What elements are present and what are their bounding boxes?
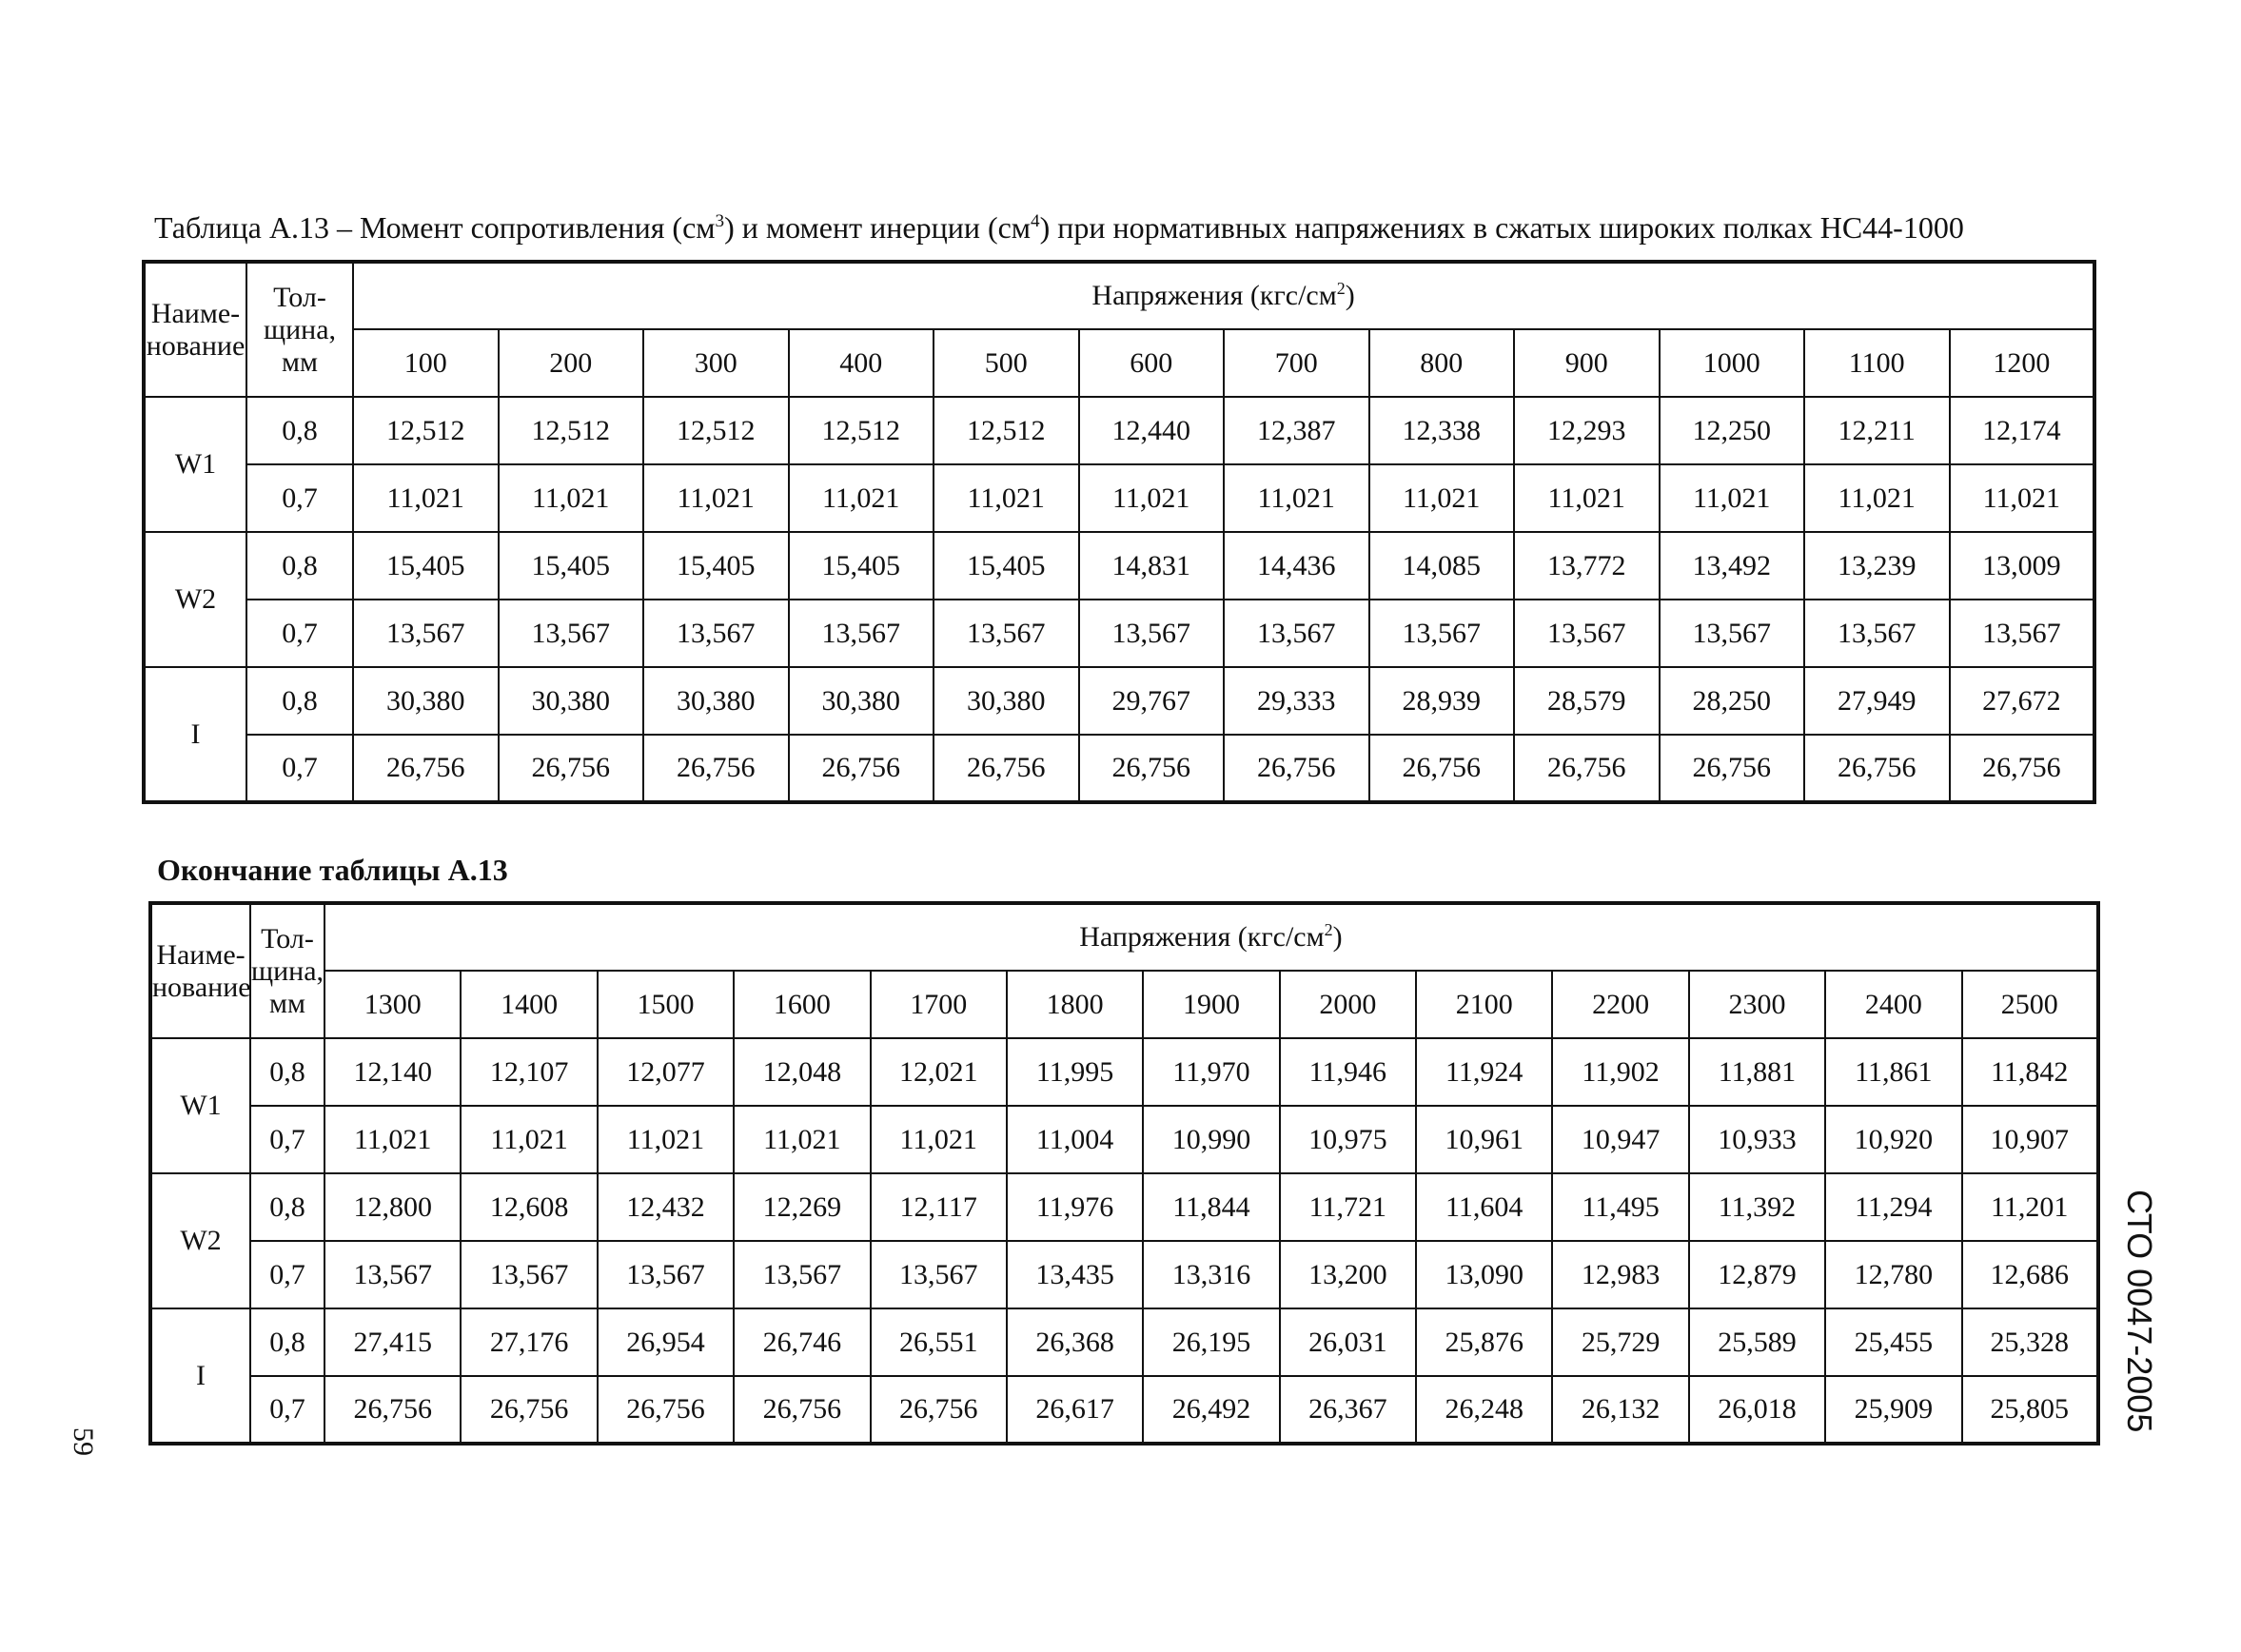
value-cell: 26,248 xyxy=(1416,1376,1552,1444)
row-thickness: 0,7 xyxy=(246,735,353,802)
value-cell: 11,881 xyxy=(1689,1038,1825,1106)
value-cell: 15,405 xyxy=(934,532,1079,600)
value-cell: 11,201 xyxy=(1962,1173,2098,1241)
column-header: 2500 xyxy=(1962,971,2098,1038)
column-header: 600 xyxy=(1079,329,1225,397)
value-cell: 12,117 xyxy=(871,1173,1007,1241)
value-cell: 25,909 xyxy=(1825,1376,1961,1444)
value-cell: 11,021 xyxy=(789,464,934,532)
column-header: 200 xyxy=(499,329,644,397)
value-cell: 15,405 xyxy=(353,532,499,600)
value-cell: 26,756 xyxy=(1514,735,1660,802)
value-cell: 26,756 xyxy=(324,1376,461,1444)
value-cell: 10,961 xyxy=(1416,1106,1552,1173)
value-cell: 26,756 xyxy=(1950,735,2095,802)
column-header: 1700 xyxy=(871,971,1007,1038)
value-cell: 13,567 xyxy=(643,600,789,667)
value-cell: 30,380 xyxy=(353,667,499,735)
row-thickness: 0,8 xyxy=(250,1173,324,1241)
column-header: 400 xyxy=(789,329,934,397)
column-header: 1000 xyxy=(1660,329,1805,397)
value-cell: 12,107 xyxy=(461,1038,597,1106)
table-row xyxy=(150,1173,2098,1241)
value-cell: 13,567 xyxy=(1660,600,1805,667)
value-cell: 25,455 xyxy=(1825,1308,1961,1376)
value-cell: 10,920 xyxy=(1825,1106,1961,1173)
caption-part-2: ) и момент инерции (см xyxy=(724,210,1032,245)
value-cell: 10,947 xyxy=(1552,1106,1688,1173)
value-cell: 12,077 xyxy=(598,1038,734,1106)
value-cell: 10,907 xyxy=(1962,1106,2098,1173)
value-cell: 13,239 xyxy=(1804,532,1950,600)
value-cell: 13,009 xyxy=(1950,532,2095,600)
header-stress-sup: 2 xyxy=(1336,279,1346,298)
value-cell: 25,729 xyxy=(1552,1308,1688,1376)
column-header: 1800 xyxy=(1007,971,1143,1038)
value-cell: 13,567 xyxy=(1804,600,1950,667)
header-name: Наиме-нование xyxy=(144,262,246,397)
value-cell: 11,021 xyxy=(1224,464,1369,532)
value-cell: 13,567 xyxy=(1369,600,1515,667)
value-cell: 26,195 xyxy=(1143,1308,1279,1376)
table-row xyxy=(150,1308,2098,1376)
value-cell: 26,756 xyxy=(499,735,644,802)
row-thickness: 0,8 xyxy=(246,397,353,464)
header-name: Наиме-нование xyxy=(150,903,250,1038)
row-group-name: W2 xyxy=(144,532,246,667)
value-cell: 14,831 xyxy=(1079,532,1225,600)
value-cell: 11,995 xyxy=(1007,1038,1143,1106)
value-cell: 25,328 xyxy=(1962,1308,2098,1376)
value-cell: 12,140 xyxy=(324,1038,461,1106)
value-cell: 11,021 xyxy=(1079,464,1225,532)
table-continuation-title: Окончание таблицы А.13 xyxy=(157,853,508,887)
value-cell: 12,686 xyxy=(1962,1241,2098,1308)
column-header: 1900 xyxy=(1143,971,1279,1038)
value-cell: 26,492 xyxy=(1143,1376,1279,1444)
value-cell: 13,316 xyxy=(1143,1241,1279,1308)
value-cell: 11,842 xyxy=(1962,1038,2098,1106)
table-row xyxy=(144,397,2094,464)
row-thickness: 0,8 xyxy=(250,1038,324,1106)
value-cell: 12,432 xyxy=(598,1173,734,1241)
value-cell: 11,946 xyxy=(1280,1038,1416,1106)
value-cell: 25,805 xyxy=(1962,1376,2098,1444)
value-cell: 30,380 xyxy=(934,667,1079,735)
column-header: 2100 xyxy=(1416,971,1552,1038)
table-caption xyxy=(154,205,2105,250)
value-cell: 26,756 xyxy=(1369,735,1515,802)
value-cell: 13,567 xyxy=(789,600,934,667)
value-cell: 26,756 xyxy=(871,1376,1007,1444)
stress-table-2 xyxy=(148,901,2100,1446)
column-header: 900 xyxy=(1514,329,1660,397)
header-thickness: Тол-щина, мм xyxy=(246,262,353,397)
column-header: 1200 xyxy=(1950,329,2095,397)
value-cell: 13,567 xyxy=(353,600,499,667)
value-cell: 28,250 xyxy=(1660,667,1805,735)
value-cell: 12,780 xyxy=(1825,1241,1961,1308)
value-cell: 12,512 xyxy=(499,397,644,464)
value-cell: 10,933 xyxy=(1689,1106,1825,1173)
value-cell: 13,772 xyxy=(1514,532,1660,600)
value-cell: 14,085 xyxy=(1369,532,1515,600)
value-cell: 11,021 xyxy=(1369,464,1515,532)
caption-part-3: ) при нормативных напряжениях в сжатых широких полках НС44-1000 xyxy=(1039,210,1964,245)
value-cell: 27,415 xyxy=(324,1308,461,1376)
value-cell: 12,512 xyxy=(789,397,934,464)
row-group-name: I xyxy=(144,667,246,802)
value-cell: 26,756 xyxy=(643,735,789,802)
value-cell: 14,436 xyxy=(1224,532,1369,600)
value-cell: 11,721 xyxy=(1280,1173,1416,1241)
column-header: 300 xyxy=(643,329,789,397)
row-group-name: I xyxy=(150,1308,250,1444)
value-cell: 11,021 xyxy=(1514,464,1660,532)
row-thickness: 0,8 xyxy=(246,667,353,735)
value-cell: 25,589 xyxy=(1689,1308,1825,1376)
value-cell: 11,004 xyxy=(1007,1106,1143,1173)
value-cell: 30,380 xyxy=(643,667,789,735)
page-number: 59 xyxy=(68,1427,99,1456)
value-cell: 11,021 xyxy=(734,1106,870,1173)
value-cell: 11,924 xyxy=(1416,1038,1552,1106)
value-cell: 12,512 xyxy=(643,397,789,464)
row-thickness: 0,7 xyxy=(246,464,353,532)
column-header: 2200 xyxy=(1552,971,1688,1038)
value-cell: 13,567 xyxy=(1079,600,1225,667)
row-thickness: 0,7 xyxy=(250,1376,324,1444)
column-header: 800 xyxy=(1369,329,1515,397)
value-cell: 13,567 xyxy=(1224,600,1369,667)
value-cell: 12,048 xyxy=(734,1038,870,1106)
header-row xyxy=(150,903,2098,971)
row-thickness: 0,7 xyxy=(250,1106,324,1173)
value-cell: 10,975 xyxy=(1280,1106,1416,1173)
value-cell: 12,879 xyxy=(1689,1241,1825,1308)
value-cell: 26,756 xyxy=(598,1376,734,1444)
value-cell: 13,567 xyxy=(934,600,1079,667)
value-cell: 11,604 xyxy=(1416,1173,1552,1241)
value-cell: 26,368 xyxy=(1007,1308,1143,1376)
header-thickness: Тол-щина, мм xyxy=(250,903,324,1038)
header-stress-text: Напряжения (кгс/см xyxy=(1079,921,1325,953)
value-cell: 26,031 xyxy=(1280,1308,1416,1376)
value-cell: 12,293 xyxy=(1514,397,1660,464)
value-cell: 11,021 xyxy=(1804,464,1950,532)
column-header: 2400 xyxy=(1825,971,1961,1038)
column-header: 1600 xyxy=(734,971,870,1038)
value-cell: 26,756 xyxy=(1079,735,1225,802)
value-cell: 15,405 xyxy=(789,532,934,600)
value-cell: 11,021 xyxy=(871,1106,1007,1173)
column-header: 500 xyxy=(934,329,1079,397)
value-cell: 12,512 xyxy=(353,397,499,464)
value-cell: 26,756 xyxy=(461,1376,597,1444)
value-cell: 12,800 xyxy=(324,1173,461,1241)
header-stress xyxy=(324,903,2098,971)
value-cell: 11,902 xyxy=(1552,1038,1688,1106)
value-cell: 26,617 xyxy=(1007,1376,1143,1444)
value-cell: 13,567 xyxy=(598,1241,734,1308)
value-cell: 26,551 xyxy=(871,1308,1007,1376)
value-cell: 26,018 xyxy=(1689,1376,1825,1444)
caption-sup-1: 3 xyxy=(715,211,725,232)
value-cell: 26,756 xyxy=(1804,735,1950,802)
row-thickness: 0,7 xyxy=(246,600,353,667)
value-cell: 13,435 xyxy=(1007,1241,1143,1308)
value-cell: 30,380 xyxy=(789,667,934,735)
value-cell: 11,294 xyxy=(1825,1173,1961,1241)
value-cell: 28,579 xyxy=(1514,667,1660,735)
caption-sup-2: 4 xyxy=(1031,211,1040,232)
value-cell: 13,567 xyxy=(734,1241,870,1308)
value-cell: 12,512 xyxy=(934,397,1079,464)
value-cell: 15,405 xyxy=(643,532,789,600)
value-cell: 11,495 xyxy=(1552,1173,1688,1241)
value-cell: 12,250 xyxy=(1660,397,1805,464)
column-header: 1100 xyxy=(1804,329,1950,397)
value-cell: 26,756 xyxy=(934,735,1079,802)
column-header: 2300 xyxy=(1689,971,1825,1038)
value-cell: 13,200 xyxy=(1280,1241,1416,1308)
value-cell: 27,949 xyxy=(1804,667,1950,735)
column-header: 2000 xyxy=(1280,971,1416,1038)
value-cell: 11,021 xyxy=(324,1106,461,1173)
header-stress-sup: 2 xyxy=(1324,920,1333,939)
value-cell: 27,672 xyxy=(1950,667,2095,735)
row-group-name: W1 xyxy=(144,397,246,532)
value-cell: 13,567 xyxy=(1950,600,2095,667)
value-cell: 26,756 xyxy=(1224,735,1369,802)
column-header: 100 xyxy=(353,329,499,397)
value-cell: 11,021 xyxy=(461,1106,597,1173)
value-cell: 12,269 xyxy=(734,1173,870,1241)
column-header: 1300 xyxy=(324,971,461,1038)
value-cell: 12,021 xyxy=(871,1038,1007,1106)
value-cell: 13,567 xyxy=(461,1241,597,1308)
value-cell: 30,380 xyxy=(499,667,644,735)
value-cell: 26,367 xyxy=(1280,1376,1416,1444)
row-group-name: W2 xyxy=(150,1173,250,1308)
value-cell: 11,021 xyxy=(499,464,644,532)
value-cell: 26,746 xyxy=(734,1308,870,1376)
table-row xyxy=(150,1038,2098,1106)
value-cell: 26,756 xyxy=(789,735,934,802)
document-code: СТО 0047-2005 xyxy=(2120,1190,2159,1433)
value-cell: 12,174 xyxy=(1950,397,2095,464)
table-row xyxy=(150,1106,2098,1173)
value-cell: 26,132 xyxy=(1552,1376,1688,1444)
header-columns-row xyxy=(144,329,2094,397)
column-header: 700 xyxy=(1224,329,1369,397)
table-row xyxy=(150,1241,2098,1308)
value-cell: 11,970 xyxy=(1143,1038,1279,1106)
value-cell: 12,387 xyxy=(1224,397,1369,464)
value-cell: 26,756 xyxy=(1660,735,1805,802)
header-row xyxy=(144,262,2094,329)
header-stress-close: ) xyxy=(1345,280,1355,311)
value-cell: 11,861 xyxy=(1825,1038,1961,1106)
header-stress xyxy=(353,262,2094,329)
value-cell: 12,338 xyxy=(1369,397,1515,464)
column-header: 1500 xyxy=(598,971,734,1038)
table-row xyxy=(144,464,2094,532)
value-cell: 27,176 xyxy=(461,1308,597,1376)
header-stress-close: ) xyxy=(1332,921,1343,953)
value-cell: 11,976 xyxy=(1007,1173,1143,1241)
value-cell: 28,939 xyxy=(1369,667,1515,735)
value-cell: 12,211 xyxy=(1804,397,1950,464)
value-cell: 15,405 xyxy=(499,532,644,600)
value-cell: 13,567 xyxy=(499,600,644,667)
table-row xyxy=(144,735,2094,802)
stress-table-1 xyxy=(142,260,2096,804)
column-header: 1400 xyxy=(461,971,597,1038)
value-cell: 13,567 xyxy=(1514,600,1660,667)
value-cell: 12,440 xyxy=(1079,397,1225,464)
value-cell: 10,990 xyxy=(1143,1106,1279,1173)
value-cell: 11,021 xyxy=(643,464,789,532)
header-stress-text: Напряжения (кгс/см xyxy=(1091,280,1337,311)
table-row xyxy=(144,667,2094,735)
value-cell: 12,608 xyxy=(461,1173,597,1241)
value-cell: 29,767 xyxy=(1079,667,1225,735)
row-thickness: 0,8 xyxy=(250,1308,324,1376)
value-cell: 11,021 xyxy=(1950,464,2095,532)
value-cell: 29,333 xyxy=(1224,667,1369,735)
value-cell: 26,756 xyxy=(734,1376,870,1444)
row-group-name: W1 xyxy=(150,1038,250,1173)
value-cell: 13,492 xyxy=(1660,532,1805,600)
value-cell: 11,844 xyxy=(1143,1173,1279,1241)
table-row xyxy=(150,1376,2098,1444)
value-cell: 26,954 xyxy=(598,1308,734,1376)
caption-part-1: Таблица А.13 – Момент сопротивления (см xyxy=(154,210,716,245)
value-cell: 11,021 xyxy=(598,1106,734,1173)
value-cell: 12,983 xyxy=(1552,1241,1688,1308)
value-cell: 26,756 xyxy=(353,735,499,802)
value-cell: 13,567 xyxy=(871,1241,1007,1308)
row-thickness: 0,8 xyxy=(246,532,353,600)
table-row xyxy=(144,532,2094,600)
value-cell: 25,876 xyxy=(1416,1308,1552,1376)
table-row xyxy=(144,600,2094,667)
value-cell: 11,392 xyxy=(1689,1173,1825,1241)
row-thickness: 0,7 xyxy=(250,1241,324,1308)
value-cell: 11,021 xyxy=(1660,464,1805,532)
value-cell: 11,021 xyxy=(934,464,1079,532)
value-cell: 13,090 xyxy=(1416,1241,1552,1308)
header-columns-row xyxy=(150,971,2098,1038)
value-cell: 11,021 xyxy=(353,464,499,532)
value-cell: 13,567 xyxy=(324,1241,461,1308)
